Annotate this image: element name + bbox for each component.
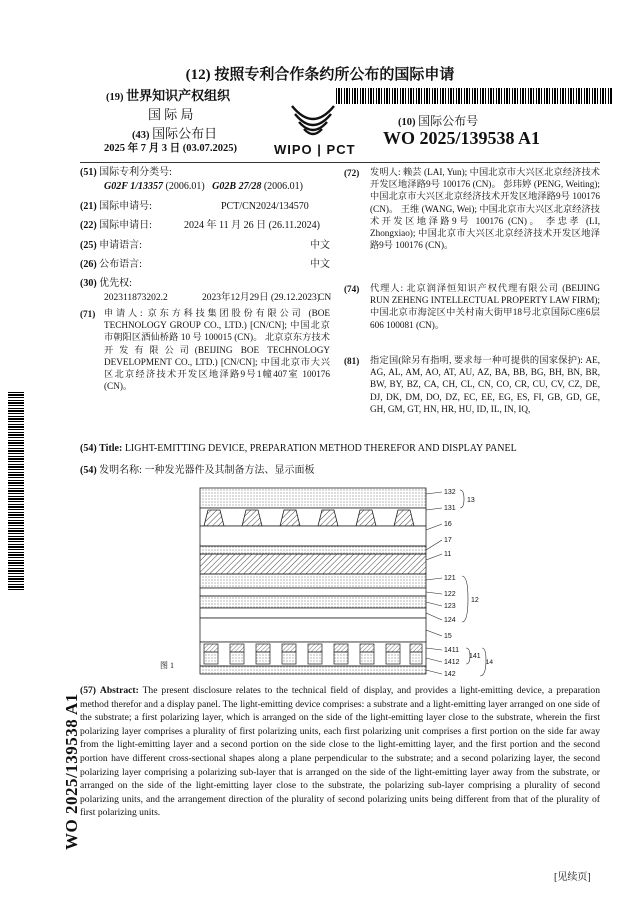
abstract <box>80 684 600 820</box>
layer-1411-units <box>204 644 422 652</box>
field-74 <box>344 282 600 331</box>
fig-label-1411: 1411 <box>444 647 460 654</box>
document-title: (12) 按照专利合作条约所公布的国际申请 <box>185 67 455 83</box>
fig-label-17: 17 <box>444 537 452 544</box>
fig-label-1412: 1412 <box>444 659 460 666</box>
priority-date: 2023年12月29日 (29.12.2023) <box>202 293 320 303</box>
figure-caption: 图 1 <box>160 661 174 670</box>
barcode-side <box>8 392 24 590</box>
field-30 <box>80 277 132 291</box>
layer-16 <box>200 526 426 546</box>
pubdate-line <box>132 127 217 143</box>
layer-142 <box>200 666 426 674</box>
fig-group-12: 12 <box>471 597 479 604</box>
pubno-value: WO 2025/139538 A1 <box>383 128 541 148</box>
abstract-text: The present disclosure relates to the technical field of display, and provides a light-emitting device, a preparation method therefor and a display panel. The light-emitting device comprises: a substrate and a light-emitting layer arranged on one side of the substrate; a first polarizing layer, which is arranged on the side of the light-emitting layer close to the substrate, wherein the first polarizing layer comprises a plurality of first polarizing units, each first polarizing unit comprises a first portion on the side far away from the light-emitting layer and a second portion on the side close to the light-emitting layer, and the first portion and the second portion have different cross-sectional shapes along a plane perpendicular to the substrate; and a second polarizing layer, the second polarizing layer comprising a polarizing sub-layer that is arranged on the side of the light-emitting layer away from the substrate, or arranged on the side of the light-emitting layer close to the substrate, the polarizing sub-layer comprising a plurality of second polarizing units, and the arrangement direction of the plurality of second polarizing units being different from that of the plurality of first polarizing units. <box>80 685 600 819</box>
field-26-value: 中文 <box>310 259 330 270</box>
layer-122 <box>200 588 426 596</box>
side-publication-number: WO 2025/139538 A1 <box>62 693 81 850</box>
layer-11 <box>200 554 426 574</box>
field-21 <box>80 200 152 214</box>
pubno-code: (10) <box>398 117 416 128</box>
ipc-class-2-year: (2006.01) <box>263 181 304 192</box>
title-en-value: LIGHT-EMITTING DEVICE, PREPARATION METHOD THEREFOR AND DISPLAY PANEL <box>124 443 517 454</box>
org-code: (19) <box>106 92 124 103</box>
priority-number: 202311873202.2 <box>104 293 168 303</box>
field-51-code: (51) <box>80 167 97 178</box>
field-74-text: 代理人: 北京润泽恒知识产权代理有限公司 (BEIJING RUN ZEHENG INTELLECTUAL PROPERTY LAW FIRM); 中国北京市海淀区中关村南大街甲18号北京国际C座6层606 100081 (CN)。 <box>370 283 600 330</box>
field-25-value: 中文 <box>310 240 330 251</box>
ipc-class-1: G02F 1/13357 <box>104 181 163 192</box>
org-block <box>106 89 230 105</box>
title-zh-value: 一种发光器件及其制备方法、显示面板 <box>144 465 315 476</box>
priority-country: CN <box>318 293 332 303</box>
figure-1-diagram <box>190 480 493 680</box>
field-81 <box>344 354 600 415</box>
field-30-label: 优先权: <box>99 278 132 289</box>
fig-label-11: 11 <box>444 551 452 558</box>
fig-label-122: 122 <box>444 591 456 598</box>
org-name: 世界知识产权组织 <box>126 88 231 103</box>
pubdate-code: (43) <box>132 130 150 141</box>
layer-131 <box>200 508 426 526</box>
header-divider <box>80 162 600 163</box>
continuation-note: [见续页] <box>554 872 591 883</box>
fig-label-124: 124 <box>444 617 456 624</box>
field-51-values <box>104 180 303 194</box>
fig-label-15: 15 <box>444 633 452 640</box>
layer-1412-units <box>204 652 422 664</box>
field-30-code: (30) <box>80 278 97 289</box>
field-25-code: (25) <box>80 240 97 251</box>
field-72 <box>344 166 600 251</box>
field-26-code: (26) <box>80 259 97 270</box>
field-22 <box>80 219 152 233</box>
field-71-code: (71) <box>80 309 96 319</box>
title-zh-label: 发明名称: <box>99 465 142 476</box>
field-21-code: (21) <box>80 201 97 212</box>
layer-121 <box>200 574 426 588</box>
layer-124 <box>200 608 426 618</box>
abstract-label: Abstract: <box>99 685 139 696</box>
fig-group-141: 141 <box>469 653 481 660</box>
fig-label-121: 121 <box>444 575 456 582</box>
wipo-emblem-icon <box>286 102 340 142</box>
title-zh <box>80 461 600 476</box>
layer-15 <box>200 618 426 642</box>
barcode-top <box>336 88 612 104</box>
field-25-label: 申请语言: <box>99 240 142 251</box>
fig-group-14: 14 <box>485 659 493 666</box>
field-51-label: 国际专利分类号: <box>99 167 172 178</box>
field-26 <box>80 258 142 272</box>
title-en-code: (54) <box>80 443 97 454</box>
abstract-code: (57) <box>80 685 96 696</box>
fig-label-142: 142 <box>444 671 456 678</box>
field-22-code: (22) <box>80 220 97 231</box>
field-22-value: 2024 年 11 月 26 日 (26.11.2024) <box>184 220 320 231</box>
ipc-class-2: G02B 27/28 <box>212 181 262 192</box>
layer-123 <box>200 596 426 608</box>
title-en <box>80 443 600 454</box>
field-51 <box>80 166 172 180</box>
field-81-code: (81) <box>344 356 360 366</box>
wipo-pct-logo: WIPO | PCT <box>274 142 356 157</box>
field-72-text: 发明人: 赖芸 (LAI, Yun); 中国北京市大兴区北京经济技术开发区地泽路9号 100176 (CN)。 彭玮婷 (PENG, Weiting); 中国北京市大兴区北京经济技术开发区地泽路9号 100176 (CN)。 王维 (WANG, Wei); 中国北京市大兴区北京经济技术开发区地泽路9号 100176 (CN)。 李忠孝 (LI, Zhongxiao); 中国北京市大兴区北京经济技术开发区地泽路9号 100176 (CN)。 <box>370 167 600 251</box>
fig-group-13: 13 <box>467 497 475 504</box>
fig-label-132: 132 <box>444 489 456 496</box>
pubno-label: 国际公布号 <box>418 114 479 128</box>
field-26-label: 公布语言: <box>99 259 142 270</box>
org-sub: 国 际 局 <box>148 107 194 122</box>
field-72-code: (72) <box>344 168 360 178</box>
ipc-class-1-year: (2006.01) <box>165 181 205 192</box>
layer-17 <box>200 546 426 554</box>
pubdate-label: 国际公布日 <box>152 126 218 141</box>
field-74-code: (74) <box>344 284 360 294</box>
field-71-text: 申请人: 京东方科技集团股份有限公司 (BOE TECHNOLOGY GROUP CO., LTD.) [CN/CN]; 中国北京市朝阳区酒仙桥路 10 号 100015 (CN)。 北京京东方技术开发有限公司(BEIJING BOE TECHNOLOGY DEVELOPMENT CO., LTD.) [CN/CN]; 中国北京市大兴区北京经济技术开发区地泽路9号1幢407室 100176 (CN)。 <box>104 308 330 392</box>
field-25 <box>80 239 142 253</box>
field-71 <box>80 307 330 392</box>
field-22-label: 国际申请日: <box>99 220 152 231</box>
title-en-label: Title: <box>99 443 123 454</box>
fig-label-123: 123 <box>444 603 456 610</box>
field-21-label: 国际申请号: <box>99 201 152 212</box>
fig-label-16: 16 <box>444 521 452 528</box>
field-21-value: PCT/CN2024/134570 <box>221 201 309 212</box>
fig-label-131: 131 <box>444 505 456 512</box>
layer-132 <box>200 488 426 508</box>
title-zh-code: (54) <box>80 465 97 476</box>
pubdate-value: 2025 年 7 月 3 日 (03.07.2025) <box>104 143 237 154</box>
field-81-text: 指定国(除另有指明, 要求每一种可提供的国家保护): AE, AG, AL, AM, AO, AT, AU, AZ, BA, BB, BG, BH, BN, BR, BW, BY, BZ, CA, CH, CL, CN, CO, CR, CU, CV, CZ, DE, DJ, DK, DM, DO, DZ, EC, EE, EG, ES, FI, GB, GD, GE, GH, GM, GT, HN, HR, HU, ID, IL, IN, IQ, <box>370 355 600 414</box>
